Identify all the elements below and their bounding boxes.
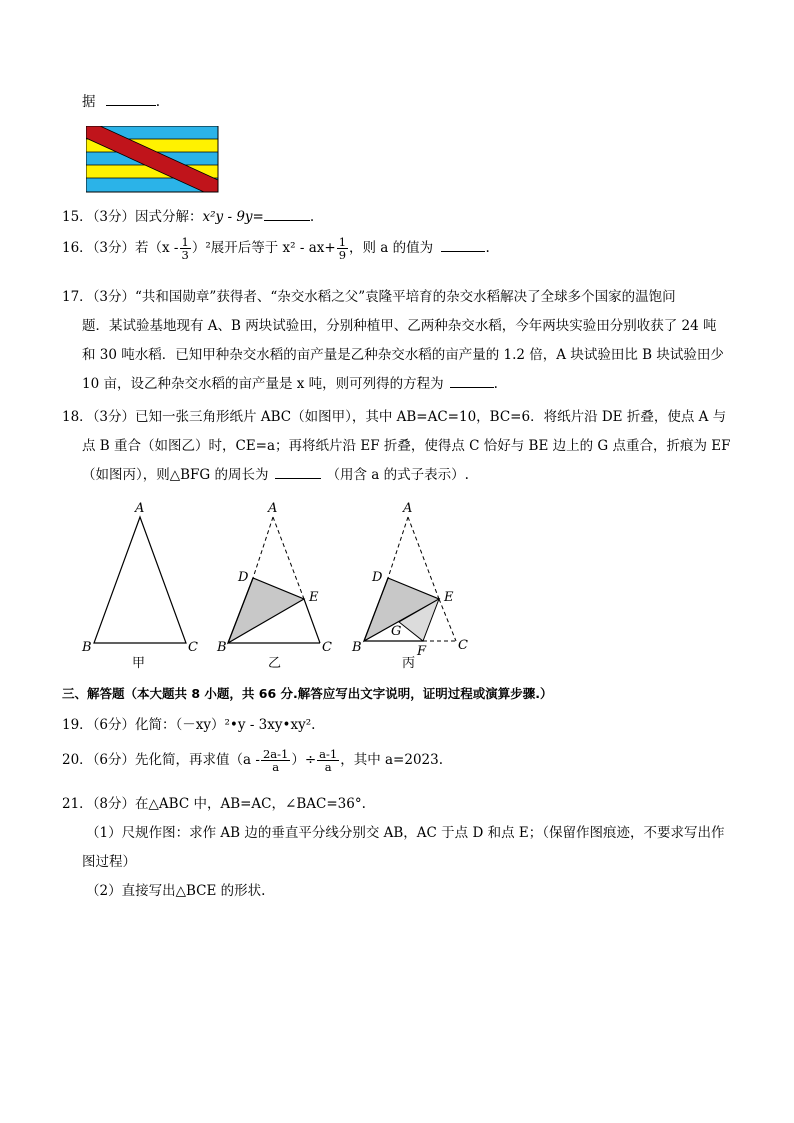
fraction xyxy=(337,236,348,261)
triangle-figures xyxy=(80,495,480,675)
point-label-E: E xyxy=(444,590,454,605)
point-label-C: C xyxy=(188,640,198,655)
fraction-denominator: a xyxy=(324,760,332,774)
question-end: . xyxy=(309,209,315,225)
figure-caption: 甲 xyxy=(132,656,146,671)
question-text: 点 B 重合（如图乙）时，CE=a；再将纸片沿 EF 折叠，使得点 C 恰好与 BE 边上的 G 点重合，折痕为 EF xyxy=(82,438,731,454)
question-text: 题．某试验基地现有 A、B 两块试验田，分别种植甲、乙两种杂交水稻，今年两块实验田分别收获了 24 吨 xyxy=(82,318,717,334)
question-16 xyxy=(62,236,490,261)
question-text: 因式分解： xyxy=(135,209,203,225)
math-expression: x²y - 9y= xyxy=(202,209,264,225)
question-score: （3分） xyxy=(92,409,136,425)
point-label-E: E xyxy=(309,590,319,605)
question-text: 和 30 吨水稻．已知甲种杂交水稻的亩产量是乙种杂交水稻的亩产量的 1.2 倍，A 块试验田比 B 块试验田少 xyxy=(82,347,724,363)
question-text: 先化简，再求值（a - xyxy=(135,752,260,768)
question-text: （用含 a 的式子表示）. xyxy=(326,467,469,483)
fraction xyxy=(261,748,290,773)
answer-blank[interactable] xyxy=(275,466,321,479)
question-text: 化简：（－xy）²•y - 3xy•xy². xyxy=(135,717,316,733)
question-end: . xyxy=(493,376,498,392)
question-score: （3分） xyxy=(92,289,136,305)
fraction xyxy=(317,748,339,773)
point-label-A: A xyxy=(403,501,413,516)
figure-yi xyxy=(216,501,332,671)
question-text: ）÷ xyxy=(291,752,317,768)
point-label-B: B xyxy=(352,640,362,655)
figure-caption: 乙 xyxy=(268,656,282,671)
point-label-D: D xyxy=(372,570,383,585)
question-score: （6分） xyxy=(92,752,136,768)
q14-tail-text: 据 xyxy=(82,94,96,110)
fraction-denominator: 9 xyxy=(338,248,347,262)
point-label-A: A xyxy=(268,501,278,516)
question-15 xyxy=(62,207,314,227)
question-18 xyxy=(62,403,731,490)
question-text: 10 亩，设乙种杂交水稻的亩产量是 x 吨，则可列得的方程为 xyxy=(82,376,444,392)
fraction-numerator: 1 xyxy=(181,235,189,249)
point-label-C: C xyxy=(458,638,468,653)
question-score: （3分） xyxy=(92,209,136,225)
question-number: 20． xyxy=(62,752,93,768)
question-19 xyxy=(62,715,315,735)
section-heading: 三、解答题（本大题共 8 小题，共 66 分.解答应写出文字说明，证明过程或演算步骤.） xyxy=(62,686,553,701)
answer-blank[interactable] xyxy=(441,239,485,252)
question-text: ）²展开后等于 x² - ax+ xyxy=(191,240,336,256)
question-21 xyxy=(62,790,724,906)
question-score: （3分） xyxy=(92,240,136,256)
question-text: 已知一张三角形纸片 ABC（如图甲），其中 AB=AC=10，BC=6．将纸片沿 DE 折叠，使点 A 与 xyxy=(135,409,727,425)
question-score: （6分） xyxy=(92,717,136,733)
question-text: ，其中 a=2023. xyxy=(340,752,444,768)
fraction-numerator: 1 xyxy=(338,235,347,249)
question-text: 若（x - xyxy=(135,240,179,256)
point-label-A: A xyxy=(135,501,145,516)
question-20 xyxy=(62,748,443,773)
fraction xyxy=(180,236,191,261)
point-label-B: B xyxy=(217,640,227,655)
sub-question-1-cont: 图过程） xyxy=(82,854,136,870)
question-end: . xyxy=(485,240,490,256)
question-number: 19． xyxy=(62,717,93,733)
question-text: 在△ABC 中，AB=AC，∠BAC=36°. xyxy=(135,796,366,812)
question-number: 16． xyxy=(62,240,93,256)
question-17 xyxy=(62,283,724,399)
question-text: （如图丙），则△BFG 的周长为 xyxy=(82,467,269,483)
answer-blank[interactable] xyxy=(264,208,310,221)
point-label-C: C xyxy=(322,640,332,655)
figure-bing xyxy=(351,501,468,671)
question-number: 21． xyxy=(62,796,93,812)
question-number: 18． xyxy=(62,409,93,425)
point-label-D: D xyxy=(238,570,249,585)
sub-question-1: （1）尺规作图：求作 AB 边的垂直平分线分别交 AB，AC 于点 D 和点 E；（保留作图痕迹，不要求写出作 xyxy=(86,825,725,841)
sub-question-2: （2）直接写出△BCE 的形状. xyxy=(86,883,266,899)
answer-blank[interactable] xyxy=(450,375,494,388)
fraction-numerator: 2a-1 xyxy=(262,747,289,761)
fraction-denominator: 3 xyxy=(181,248,189,262)
question-text: “共和国勋章”获得者、“杂交水稻之父”袁隆平培育的杂交水稻解决了全球多个国家的温饱问 xyxy=(135,289,676,305)
question-number: 17． xyxy=(62,289,93,305)
figure-jia xyxy=(81,501,198,671)
figure-caption: 丙 xyxy=(402,656,416,671)
question-text: ，则 a 的值为 xyxy=(349,240,434,256)
striped-flag-figure xyxy=(86,126,220,194)
answer-blank[interactable] xyxy=(106,93,156,106)
point-label-F: F xyxy=(417,644,427,659)
fraction-denominator: a xyxy=(272,760,280,774)
question-score: （8分） xyxy=(92,796,136,812)
point-label-G: G xyxy=(391,624,402,639)
fraction-numerator: a-1 xyxy=(319,747,338,761)
question-number: 15． xyxy=(62,209,93,225)
q14-tail xyxy=(82,92,160,112)
q14-end: . xyxy=(155,94,161,110)
point-label-B: B xyxy=(82,640,92,655)
